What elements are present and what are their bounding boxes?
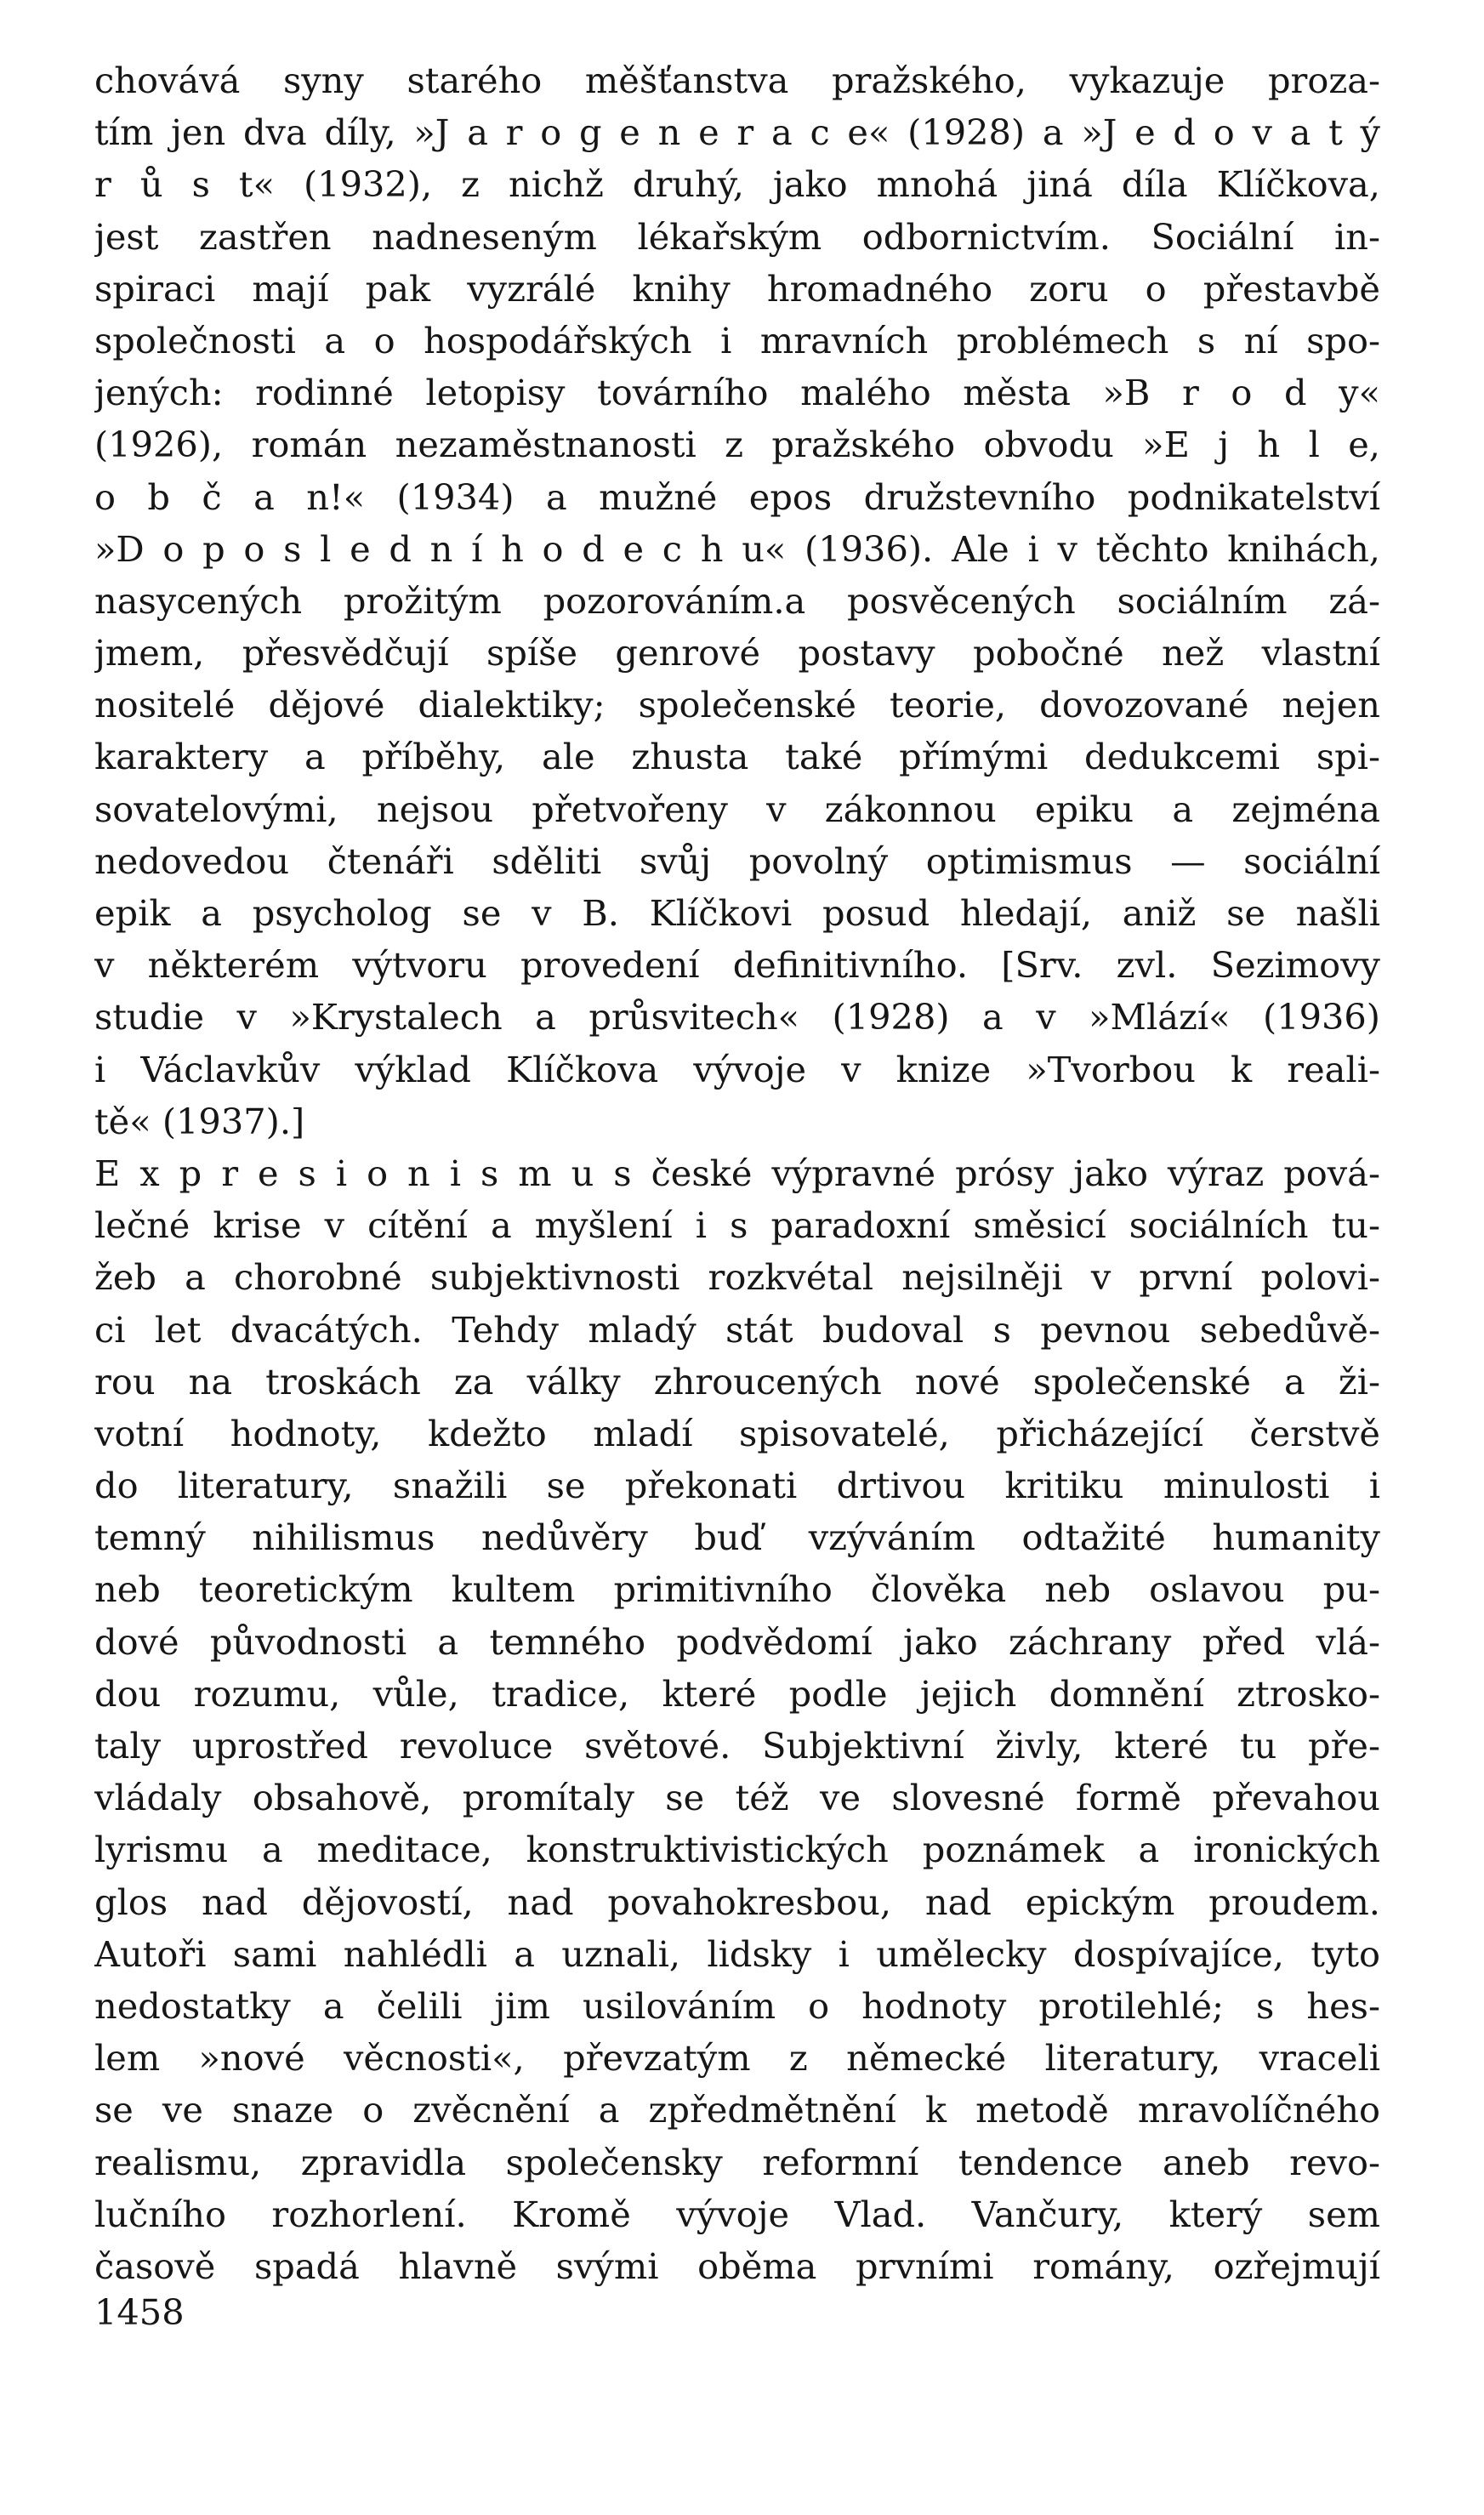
- text-line: r ů s t« (1932), z nichž druhý, jako mnohá jiná díla Klíčkova,: [94, 163, 1380, 206]
- text-line: nedovedou čtenáři sděliti svůj povolný optimismus — sociální: [94, 839, 1380, 882]
- text-line: tě« (1937).]: [94, 1100, 305, 1142]
- text-line: glos nad dějovostí, nad povahokresbou, nad epickým proudem.: [94, 1881, 1380, 1923]
- text-line: dové původnosti a temného podvědomí jako záchrany před vlá-: [94, 1620, 1380, 1663]
- text-line: lem »nové věcnosti«, převzatým z německé literatury, vraceli: [94, 2037, 1380, 2080]
- text-line: dou rozumu, vůle, tradice, které podle jejich domnění ztrosko-: [94, 1672, 1380, 1715]
- text-line: lyrismu a meditace, konstruktivistických poznámek a ironických: [94, 1829, 1380, 1871]
- text-line: žeb a chorobné subjektivnosti rozkvétal nejsilněji v první polovi-: [94, 1256, 1380, 1299]
- text-line: tím jen dva díly, »J a r o g e n e r a c e« (1928) a »J e d o v a t ý: [94, 111, 1380, 154]
- text-line: nasycených prožitým pozorováním.a posvěcených sociálním zá-: [94, 579, 1380, 622]
- text-line: nedostatky a čelili jim usilováním o hodnoty protilehlé; s hes-: [94, 1984, 1380, 2027]
- text-line: společnosti a o hospodářských i mravních problémech s ní spo-: [94, 319, 1380, 361]
- text-line: do literatury, snažili se překonati drtivou kritiku minulosti i: [94, 1465, 1380, 1507]
- text-line: epik a psycholog se v B. Klíčkovi posud hledají, aniž se našli: [94, 892, 1380, 934]
- body-text: [94, 54, 1380, 2292]
- paragraph-2: [94, 1147, 1380, 2292]
- text-line: časově spadá hlavně svými oběma prvními romány, ozřejmují: [94, 2245, 1380, 2287]
- text-line: se ve snaze o zvěcnění a zpředmětnění k metodě mravolíčného: [94, 2089, 1380, 2131]
- text-line: jmem, přesvědčují spíše genrové postavy pobočné než vlastní: [94, 632, 1380, 674]
- text-line: karaktery a příběhy, ale zhusta také přímými dedukcemi spi-: [94, 736, 1380, 778]
- text-line: realismu, zpravidla společensky reformní tendence aneb revo-: [94, 2141, 1380, 2183]
- text-line: jených: rodinné letopisy továrního malého města »B r o d y«: [94, 372, 1380, 414]
- text-line: studie v »Krystalech a průsvitech« (1928) a v »Mlází« (1936): [94, 996, 1380, 1038]
- text-line: lečné krise v cítění a myšlení i s paradoxní směsicí sociálních tu-: [94, 1204, 1380, 1247]
- text-line: »D o p o s l e d n í h o d e c h u« (1936). Ale i v těchto knihách,: [94, 527, 1380, 570]
- text-line: jest zastřen nadneseným lékařským odbornictvím. Sociální in-: [94, 215, 1380, 258]
- text-line: spiraci mají pak vyzrálé knihy hromadného zoru o přestavbě: [94, 267, 1380, 310]
- text-line: o b č a n!« (1934) a mužné epos družstevního podnikatelství: [94, 475, 1380, 518]
- text-line: lučního rozhorlení. Kromě vývoje Vlad. Vančury, který sem: [94, 2193, 1380, 2235]
- text-line: temný nihilismus nedůvěry buď vzýváním odtažité humanity: [94, 1516, 1380, 1559]
- text-line: votní hodnoty, kdežto mladí spisovatelé, přicházející čerstvě: [94, 1412, 1380, 1454]
- text-line: chovává syny starého měšťanstva pražského, vykazuje proza-: [94, 60, 1380, 101]
- paragraph-1: [94, 54, 1380, 1147]
- text-line: ci let dvacátých. Tehdy mladý stát budoval s pevnou sebedůvě-: [94, 1308, 1380, 1351]
- text-line: sovatelovými, nejsou přetvořeny v zákonnou epiku a zejména: [94, 788, 1380, 830]
- text-line: v některém výtvoru provedení definitivního. [Srv. zvl. Sezimovy: [94, 944, 1380, 987]
- text-line: E x p r e s i o n i s m u s české výpravné prósy jako výraz pová-: [94, 1152, 1380, 1194]
- text-line: nositelé dějové dialektiky; společenské teorie, dovozované nejen: [94, 684, 1380, 726]
- text-line: rou na troskách za války zhroucených nové společenské a ži-: [94, 1360, 1380, 1403]
- text-line: i Václavkův výklad Klíčkova vývoje v knize »Tvorbou k reali-: [94, 1048, 1380, 1090]
- text-line: Autoři sami nahlédli a uznali, lidsky i umělecky dospívajíce, tyto: [94, 1932, 1380, 1975]
- text-line: taly uprostřed revoluce světové. Subjektivní živly, které tu pře-: [94, 1725, 1380, 1767]
- page-number: 1458: [94, 2291, 185, 2333]
- text-line: neb teoretickým kultem primitivního člověka neb oslavou pu-: [94, 1568, 1380, 1611]
- text-line: vládaly obsahově, promítaly se též ve slovesné formě převahou: [94, 1777, 1380, 1819]
- text-line: (1926), román nezaměstnanosti z pražského obvodu »E j h l e,: [94, 424, 1380, 466]
